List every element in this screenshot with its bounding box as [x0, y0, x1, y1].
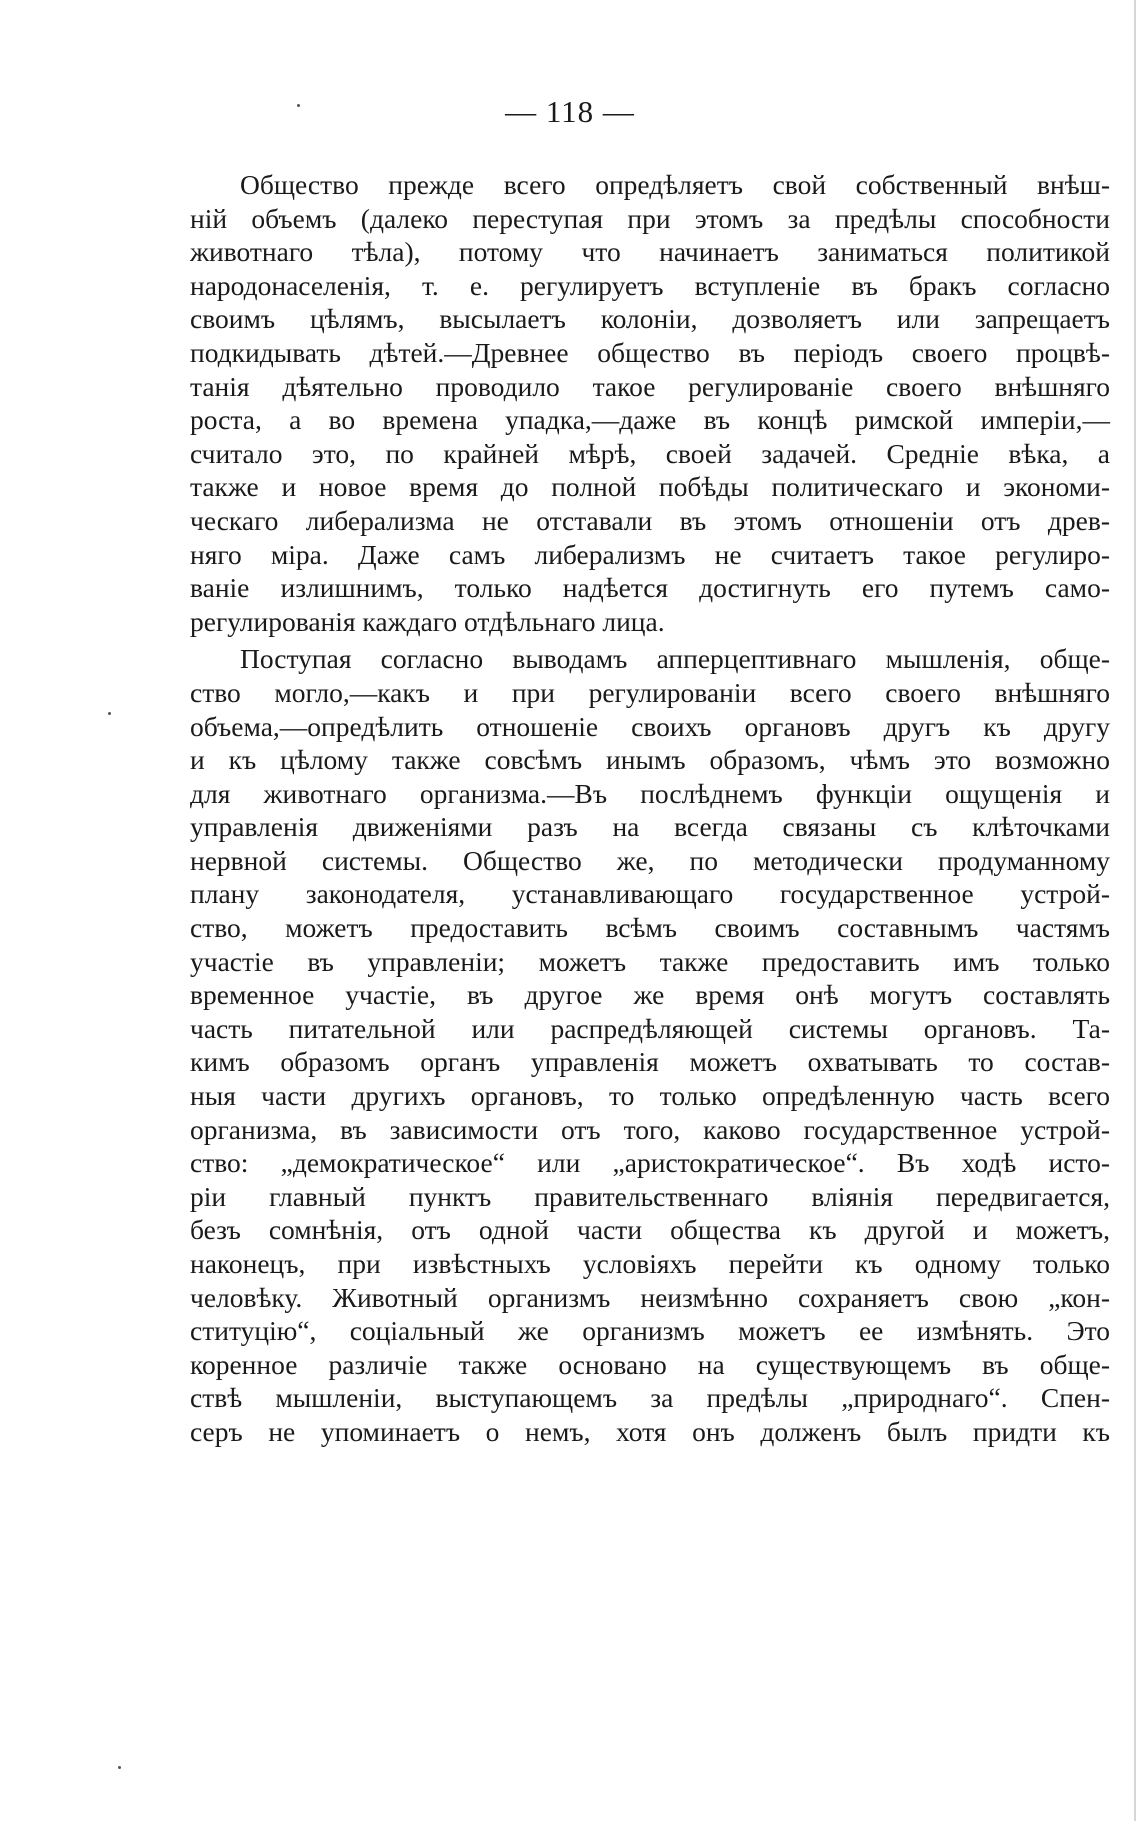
text-line: ваніе излишнимъ, только надѣется достигнуть его путемъ само-	[190, 572, 1110, 604]
text-line: серъ не упоминаетъ о немъ, хотя онъ долженъ былъ придти къ	[190, 1415, 1110, 1447]
paragraph-2	[190, 642, 1110, 1448]
text-line: для животнаго организма.—Въ послѣднемъ функціи ощущенія и	[190, 777, 1110, 809]
text-line: ституцію“, соціальный же организмъ можетъ ее измѣнять. Это	[190, 1315, 1110, 1347]
print-speck	[108, 712, 111, 715]
text-line: и къ цѣлому также совсѣмъ инымъ образомъ, чѣмъ это возможно	[190, 744, 1110, 776]
text-line: Общество прежде всего опредѣляетъ свой собственный внѣш-	[240, 169, 1110, 200]
text-line: организма, въ зависимости отъ того, каково государственное устрой-	[190, 1113, 1110, 1145]
text-line: плану законодателя, устанавливающаго государственное устрой-	[190, 878, 1110, 910]
body-text	[190, 168, 1110, 1449]
text-line: ріи главный пунктъ правительственнаго вліянія передвигается,	[190, 1180, 1110, 1212]
text-line: животнаго тѣла), потому что начинаетъ заниматься политикой	[190, 236, 1110, 268]
page-number: — 118 —	[505, 94, 635, 129]
text-line: объема,—опредѣлить отношеніе своихъ органовъ другъ къ другу	[190, 710, 1110, 742]
text-line: своимъ цѣлямъ, высылаетъ колоніи, дозволяетъ или запрещаетъ	[190, 303, 1110, 335]
text-line: безъ сомнѣнія, отъ одной части общества къ другой и можетъ,	[190, 1214, 1110, 1246]
text-line: временное участіе, въ другое же время онѣ могутъ составлять	[190, 979, 1110, 1011]
text-line: народонаселенія, т. е. регулируетъ вступленіе въ бракъ согласно	[190, 269, 1110, 301]
text-line: няго міра. Даже самъ либерализмъ не считаетъ такое регулиро-	[190, 538, 1110, 570]
text-line: коренное различіе также основано на существующемъ въ обще-	[190, 1348, 1110, 1380]
text-line: часть питательной или распредѣляющей системы органовъ. Та-	[190, 1012, 1110, 1044]
text-line: ство могло,—какъ и при регулированіи всего своего внѣшняго	[190, 676, 1110, 708]
text-line: ство: „демократическое“ или „аристократическое“. Въ ходѣ исто-	[190, 1147, 1110, 1179]
text-line: танія дѣятельно проводило такое регулированіе своего внѣшняго	[190, 370, 1110, 402]
text-line: ствѣ мышленіи, выступающемъ за предѣлы „природнаго“. Спен-	[190, 1382, 1110, 1414]
text-line: регулированія каждаго отдѣльнаго лица.	[190, 605, 665, 637]
text-line: ныя части другихъ органовъ, то только опредѣленную часть всего	[190, 1080, 1110, 1112]
text-line: роста, а во времена упадка,—даже въ концѣ римской имперіи,—	[190, 404, 1110, 436]
text-line: участіе въ управленіи; можетъ также предоставить имъ только	[190, 945, 1110, 977]
text-line: Поступая согласно выводамъ апперцептивнаго мышленія, обще-	[240, 643, 1110, 675]
text-line: также и новое время до полной побѣды политическаго и экономи-	[190, 471, 1110, 503]
page-edge-line	[1134, 0, 1136, 1821]
text-line: управленія движеніями разъ на всегда связаны съ клѣточками	[190, 811, 1110, 843]
paragraph-1	[190, 168, 1110, 638]
text-line: ческаго либерализма не отставали въ этомъ отношеніи отъ древ-	[190, 504, 1110, 536]
print-speck	[118, 1766, 121, 1769]
text-line: ній объемъ (далеко переступая при этомъ за предѣлы способности	[190, 202, 1110, 234]
text-line: ство, можетъ предоставить всѣмъ своимъ составнымъ частямъ	[190, 912, 1110, 944]
text-line: человѣку. Животный организмъ неизмѣнно сохраняетъ свою „кон-	[190, 1281, 1110, 1313]
text-line: считало это, по крайней мѣрѣ, своей задачей. Средніе вѣка, а	[190, 437, 1110, 469]
text-line: нервной системы. Общество же, по методически продуманному	[190, 844, 1110, 876]
text-line: наконецъ, при извѣстныхъ условіяхъ перейти къ одному только	[190, 1248, 1110, 1279]
text-line: кимъ образомъ органъ управленія можетъ охватывать то состав-	[190, 1046, 1110, 1078]
text-line: подкидывать дѣтей.—Древнее общество въ періодъ своего процвѣ-	[190, 336, 1110, 368]
